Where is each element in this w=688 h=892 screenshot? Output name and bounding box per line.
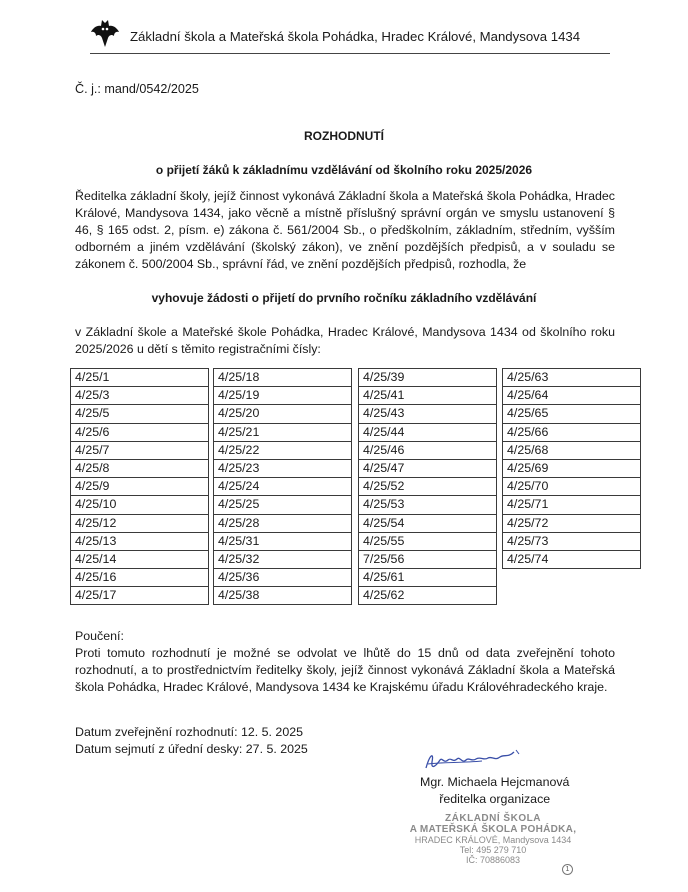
stamp-line-3: HRADEC KRÁLOVÉ, Mandysova 1434 xyxy=(414,835,572,845)
registration-row xyxy=(214,587,352,605)
registration-number: 4/25/38 xyxy=(214,587,352,605)
registration-row xyxy=(214,441,352,459)
registration-row xyxy=(359,387,497,405)
registration-row xyxy=(503,459,641,477)
registration-number: 4/25/32 xyxy=(214,550,352,568)
registration-row xyxy=(503,550,641,568)
registration-row xyxy=(214,387,352,405)
registration-row xyxy=(359,478,497,496)
registration-number: 4/25/8 xyxy=(71,459,209,477)
registration-row xyxy=(71,514,209,532)
registration-row xyxy=(214,550,352,568)
registration-number: 4/25/31 xyxy=(214,532,352,550)
registration-number: 4/25/6 xyxy=(71,423,209,441)
registration-number: 4/25/46 xyxy=(359,441,497,459)
registration-row xyxy=(359,569,497,587)
registration-number: 4/25/16 xyxy=(71,569,209,587)
registration-row xyxy=(359,441,497,459)
registration-row xyxy=(503,496,641,514)
stamp-line-1: ZÁKLADNÍ ŠKOLA xyxy=(445,813,541,824)
registration-number: 4/25/13 xyxy=(71,532,209,550)
document-subtitle: o přijetí žáků k základnímu vzdělávání od školního roku 2025/2026 xyxy=(155,163,533,177)
registration-row xyxy=(503,532,641,550)
registration-row xyxy=(71,587,209,605)
registration-number: 4/25/68 xyxy=(503,441,641,459)
registration-row xyxy=(214,405,352,423)
stamp-line-4: Tel: 495 279 710 xyxy=(459,845,527,855)
registration-number: 4/25/9 xyxy=(71,478,209,496)
registration-number: 4/25/17 xyxy=(71,587,209,605)
reference-number: Č. j.: mand/0542/2025 xyxy=(75,82,199,96)
registration-row xyxy=(359,532,497,550)
registration-table-3 xyxy=(358,368,497,605)
signatory-role: ředitelka organizace xyxy=(439,792,551,806)
registration-number: 4/25/18 xyxy=(214,369,352,387)
registration-number: 4/25/47 xyxy=(359,459,497,477)
stamp-line-5: IČ: 70886083 xyxy=(465,855,521,865)
registration-row xyxy=(214,569,352,587)
registration-number: 4/25/5 xyxy=(71,405,209,423)
registration-row xyxy=(359,405,497,423)
registration-number: 4/25/43 xyxy=(359,405,497,423)
registration-number: 4/25/61 xyxy=(359,569,497,587)
registration-number: 4/25/14 xyxy=(71,550,209,568)
registration-row xyxy=(359,514,497,532)
registration-row xyxy=(214,478,352,496)
registration-number: 4/25/70 xyxy=(503,478,641,496)
registration-number: 4/25/66 xyxy=(503,423,641,441)
removed-date: Datum sejmutí z úřední desky: 27. 5. 2025 xyxy=(75,742,308,756)
registration-number: 4/25/44 xyxy=(359,423,497,441)
registration-number: 4/25/72 xyxy=(503,514,641,532)
registration-number: 4/25/41 xyxy=(359,387,497,405)
registration-number: 4/25/64 xyxy=(503,387,641,405)
registration-row xyxy=(214,496,352,514)
registration-table-2 xyxy=(213,368,352,605)
registration-number: 4/25/28 xyxy=(214,514,352,532)
registration-row xyxy=(214,459,352,477)
registration-row xyxy=(71,405,209,423)
registration-number: 4/25/55 xyxy=(359,532,497,550)
registration-row xyxy=(503,478,641,496)
registration-row xyxy=(71,423,209,441)
signatory-block xyxy=(420,774,569,808)
registration-number: 4/25/74 xyxy=(503,550,641,568)
registration-row xyxy=(71,569,209,587)
registration-row xyxy=(503,441,641,459)
registration-row xyxy=(214,369,352,387)
registration-number: 4/25/69 xyxy=(503,459,641,477)
registration-table-1 xyxy=(70,368,209,605)
registration-number: 4/25/24 xyxy=(214,478,352,496)
registration-number: 7/25/56 xyxy=(359,550,497,568)
registration-row xyxy=(214,423,352,441)
registration-row xyxy=(503,405,641,423)
registration-row xyxy=(71,369,209,387)
registration-number: 4/25/62 xyxy=(359,587,497,605)
registration-row xyxy=(359,550,497,568)
registration-number: 4/25/19 xyxy=(214,387,352,405)
registration-number: 4/25/21 xyxy=(214,423,352,441)
registration-row xyxy=(503,369,641,387)
registration-row xyxy=(71,441,209,459)
registration-row xyxy=(503,423,641,441)
registration-number: 4/25/25 xyxy=(214,496,352,514)
bat-icon xyxy=(90,20,120,48)
registration-row xyxy=(359,587,497,605)
registration-number: 4/25/53 xyxy=(359,496,497,514)
published-date: Datum zveřejnění rozhodnutí: 12. 5. 2025 xyxy=(75,725,303,739)
registration-number: 4/25/54 xyxy=(359,514,497,532)
stamp-number-badge: 1 xyxy=(562,864,573,875)
registration-number: 4/25/22 xyxy=(214,441,352,459)
registration-row xyxy=(71,387,209,405)
registration-row xyxy=(503,387,641,405)
registration-number: 4/25/52 xyxy=(359,478,497,496)
stamp-line-2: A MATEŘSKÁ ŠKOLA POHÁDKA, xyxy=(409,824,577,835)
registration-row xyxy=(71,459,209,477)
registration-number: 4/25/10 xyxy=(71,496,209,514)
intro-paragraph: Ředitelka základní školy, jejíž činnost vykonává Základní škola a Mateřská škola Pohádka, Hradec Králové, Mandysova 1434, jako věcně a místně příslušný správní orgán ve smyslu ustanovení § 46, § 165 odst. 2, písm. e) zákona č. 561/2004 Sb., o předškolním, základním, středním, vyšším odborném a jiném vzdělávání (školský zákon), ve znění pozdějších předpisů, a v souladu se zákonem č. 500/2004 Sb., správní řád, ve znění pozdějších předpisů, rozhodla, že xyxy=(75,189,615,271)
notice-heading: Poučení: xyxy=(75,629,124,643)
registration-row xyxy=(359,496,497,514)
school-stamp xyxy=(408,813,578,865)
registration-row xyxy=(71,532,209,550)
registration-number: 4/25/7 xyxy=(71,441,209,459)
registration-number: 4/25/1 xyxy=(71,369,209,387)
registration-number: 4/25/71 xyxy=(503,496,641,514)
registration-row xyxy=(71,496,209,514)
scope-paragraph: v Základní škole a Mateřské škole Pohádka, Hradec Králové, Mandysova 1434 od školního roku 2025/2026 u dětí s těmito registračními čísly: xyxy=(75,325,615,356)
registration-number: 4/25/3 xyxy=(71,387,209,405)
registration-row xyxy=(214,532,352,550)
registration-number: 4/25/36 xyxy=(214,569,352,587)
registration-number: 4/25/20 xyxy=(214,405,352,423)
registration-row xyxy=(503,514,641,532)
signature-image xyxy=(422,748,522,776)
registration-row xyxy=(71,478,209,496)
registration-row xyxy=(214,514,352,532)
letterhead xyxy=(90,20,610,54)
decision-statement: vyhovuje žádosti o přijetí do prvního ročníku základního vzdělávání xyxy=(151,291,537,305)
registration-row xyxy=(359,459,497,477)
registration-number: 4/25/63 xyxy=(503,369,641,387)
registration-number: 4/25/65 xyxy=(503,405,641,423)
registration-number: 4/25/23 xyxy=(214,459,352,477)
registration-number: 4/25/73 xyxy=(503,532,641,550)
registration-number: 4/25/12 xyxy=(71,514,209,532)
registration-row xyxy=(359,369,497,387)
registration-number: 4/25/39 xyxy=(359,369,497,387)
registration-row xyxy=(359,423,497,441)
signatory-name: Mgr. Michaela Hejcmanová xyxy=(420,775,570,789)
dates-block xyxy=(75,724,308,758)
notice-text: Proti tomuto rozhodnutí je možné se odvolat ve lhůtě do 15 dnů od data zveřejnění tohoto rozhodnutí, a to prostřednictvím ředitelky školy, jejíž činnost vykonává Základní škola a Mateřská škola Pohádka, Hradec Králové, Mandysova 1434 ke Krajskému úřadu Královéhradeckého kraje. xyxy=(75,646,615,694)
school-name-header: Základní škola a Mateřská škola Pohádka, Hradec Králové, Mandysova 1434 xyxy=(130,29,581,44)
registration-row xyxy=(71,550,209,568)
registration-table-4 xyxy=(502,368,641,569)
document-title: ROZHODNUTÍ xyxy=(304,129,384,143)
